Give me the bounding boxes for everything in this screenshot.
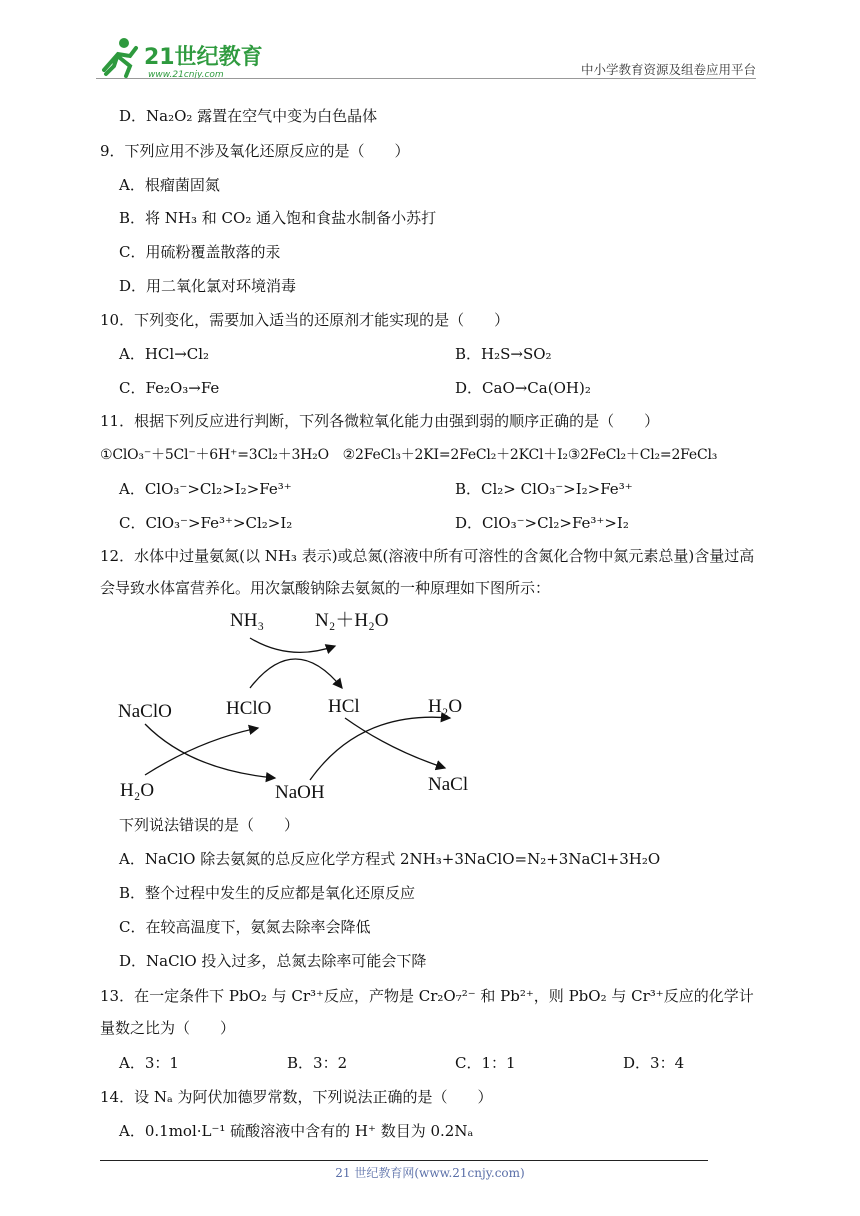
q9-stem: 9．下列应用不涉及氧化还原反应的是（ ） (100, 142, 410, 160)
arrow-naclo-to-naoh (145, 724, 275, 778)
header-platform-text: 中小学教育资源及组卷应用平台 (580, 62, 756, 77)
label-nh3: NH₃ (230, 610, 265, 631)
q12-question: 下列说法错误的是（ ） (119, 816, 300, 834)
q11-stem: 11．根据下列反应进行判断，下列各微粒氧化能力由强到弱的顺序正确的是（ ） (100, 412, 660, 430)
label-nacl: NaCl (428, 774, 469, 795)
q12-option-b: B．整个过程中发生的反应都是氧化还原反应 (119, 884, 416, 902)
arrow-hcl-to-nacl (345, 718, 445, 768)
q13-option-d: D．3：4 (623, 1054, 685, 1072)
footer-divider (100, 1160, 708, 1161)
q12-option-a: A．NaClO 除去氨氮的总反应化学方程式 2NH₃+3NaClO=N₂+3NaCl+3H₂O (119, 850, 661, 868)
q11-equations: ①ClO₃⁻＋5Cl⁻＋6H⁺=3Cl₂＋3H₂O ②2FeCl₃＋2KI=2FeCl₂＋2KCl＋I₂③2FeCl₂＋Cl₂=2FeCl₃ (100, 447, 718, 463)
label-hclo: HClO (226, 698, 272, 719)
footer-text: 21 世纪教育网(www.21cnjy.com) (335, 1166, 525, 1180)
q14-stem: 14．设 Nₐ 为阿伏加德罗常数，下列说法正确的是（ ） (100, 1088, 493, 1106)
q10-option-a: A．HCl→Cl₂ (119, 345, 210, 363)
q9-option-b: B．将 NH₃ 和 CO₂ 通入饱和食盐水制备小苏打 (119, 209, 437, 227)
label-h2o-bottom: H₂O (120, 780, 155, 800)
q10-option-b: B．H₂S→SO₂ (455, 345, 552, 363)
q11-option-a: A．ClO₃⁻>Cl₂>I₂>Fe³⁺ (119, 480, 292, 498)
q14-option-a: A．0.1mol·L⁻¹ 硫酸溶液中含有的 H⁺ 数目为 0.2Nₐ (119, 1122, 474, 1140)
q12-option-d: D．NaClO 投入过多，总氮去除率可能会下降 (119, 952, 427, 970)
q12-stem: 12．水体中过量氨氮(以 NH₃ 表示)或总氮(溶液中所有可溶性的含氮化合物中氮元素总量)含量过高会导致水体富营养化。用次氯酸钠除去氨氮的一种原理如下图所示： (100, 547, 755, 597)
q13-option-b: B．3：2 (287, 1054, 348, 1072)
label-hcl: HCl (328, 696, 360, 717)
q8-option-d: D．Na₂O₂ 露置在空气中变为白色晶体 (119, 107, 378, 125)
arrow-h2o-to-hclo (145, 728, 258, 775)
arrow-naoh-to-h2o (310, 717, 450, 780)
reaction-cycle-diagram (110, 600, 490, 800)
site-logo (96, 36, 266, 80)
label-naoh: NaOH (275, 782, 325, 800)
q9-option-d: D．用二氧化氯对环境消毒 (119, 277, 297, 295)
label-naclo: NaClO (118, 701, 172, 722)
logo-text: 21世纪教育 (144, 45, 263, 70)
q11-option-d: D．ClO₃⁻>Cl₂>Fe³⁺>I₂ (455, 514, 629, 532)
q10-option-c: C．Fe₂O₃→Fe (119, 379, 220, 397)
q13-stem: 13．在一定条件下 PbO₂ 与 Cr³⁺反应，产物是 Cr₂O₇²⁻ 和 Pb²⁺，则 PbO₂ 与 Cr³⁺反应的化学计量数之比为（ ） (100, 987, 754, 1037)
q11-option-b: B．Cl₂> ClO₃⁻>I₂>Fe³⁺ (455, 480, 633, 498)
logo-url: www.21cnjy.com (148, 70, 224, 80)
q10-stem: 10．下列变化，需要加入适当的还原剂才能实现的是（ ） (100, 311, 510, 329)
arrow-nh3-in (250, 638, 335, 652)
runner-icon (104, 38, 136, 76)
q13-option-a: A．3：1 (119, 1054, 179, 1072)
header-divider (96, 78, 756, 79)
q13-option-c: C．1：1 (455, 1054, 516, 1072)
q11-option-c: C．ClO₃⁻>Fe³⁺>Cl₂>I₂ (119, 514, 293, 532)
label-h2o-top: H₂O (428, 696, 463, 717)
q9-option-c: C．用硫粉覆盖散落的汞 (119, 243, 281, 261)
label-n2-h2o: N₂＋H₂O (315, 610, 389, 631)
arrow-hclo-to-hcl (250, 659, 342, 688)
q9-option-a: A．根瘤菌固氮 (119, 176, 220, 194)
q10-option-d: D．CaO→Ca(OH)₂ (455, 379, 591, 397)
q12-option-c: C．在较高温度下，氨氮去除率会降低 (119, 918, 371, 936)
